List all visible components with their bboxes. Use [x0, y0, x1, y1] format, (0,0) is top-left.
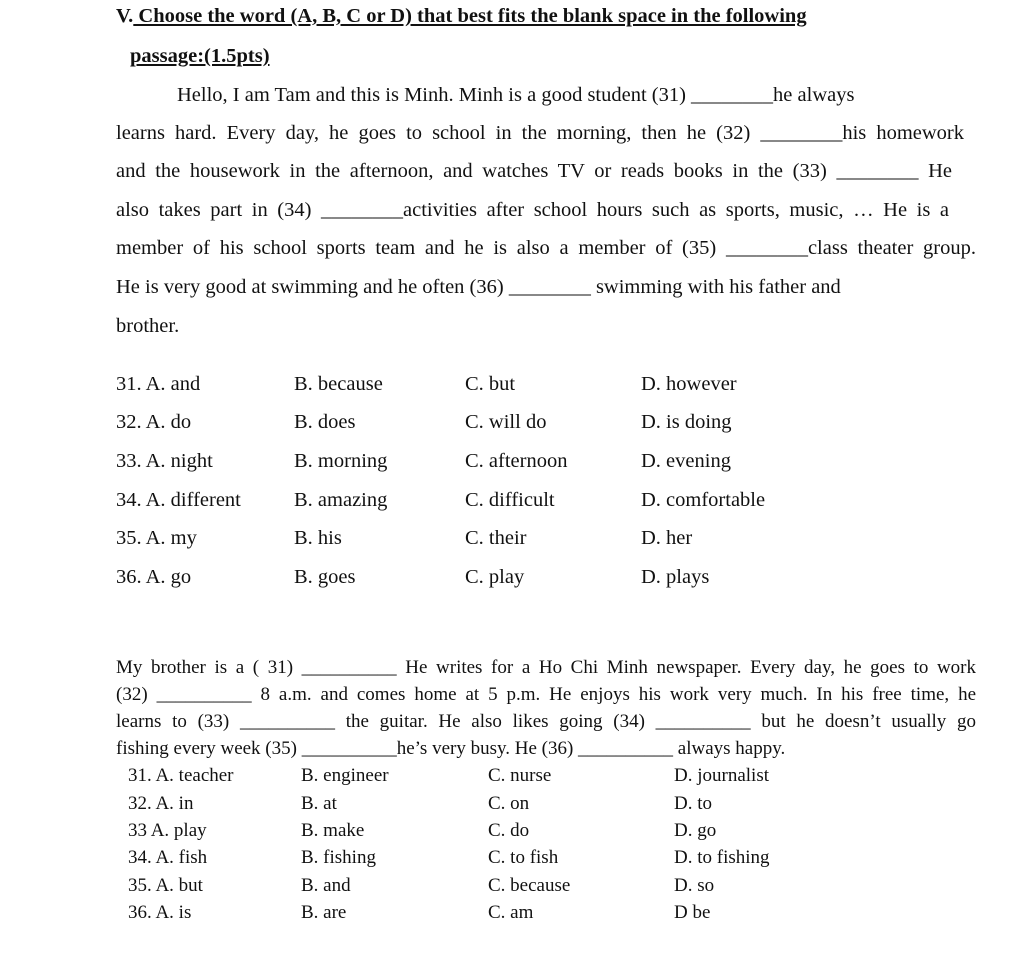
passage1-line: also takes part in (34) ________activities after school hours such as sports, music, … He is a [116, 199, 949, 221]
option-c: C. because [488, 875, 571, 896]
option-c: C. their [465, 527, 527, 549]
section-instruction-continued: passage:(1.5pts) [130, 45, 270, 67]
option-c: C. on [488, 793, 530, 814]
option-d: D. journalist [674, 765, 769, 786]
passage2-line: learns to (33) __________ the guitar. He also likes going (34) __________ but he doesn’t usually go [116, 711, 976, 732]
option-a: 34. A. fish [128, 847, 208, 868]
option-b: B. his [294, 527, 342, 549]
option-a: 31. A. and [116, 373, 201, 395]
option-a: 32. A. in [128, 793, 194, 814]
option-d: D. to [674, 793, 712, 814]
option-b: B. at [301, 793, 337, 814]
section-number: V. [116, 5, 134, 27]
option-d: D. comfortable [641, 489, 766, 511]
option-b: B. make [301, 820, 365, 841]
option-a: 36. A. go [116, 566, 192, 588]
option-d: D. evening [641, 450, 731, 472]
option-d: D. is doing [641, 411, 732, 433]
passage1-line: member of his school sports team and he is also a member of (35) ________class theater group. [116, 237, 976, 259]
option-a: 31. A. teacher [128, 765, 234, 786]
option-d: D be [674, 902, 711, 923]
option-a: 35. A. my [116, 527, 197, 549]
option-a: 32. A. do [116, 411, 192, 433]
option-c: C. will do [465, 411, 547, 433]
passage1-line: Hello, I am Tam and this is Minh. Minh is a good student (31) ________he always [177, 84, 855, 106]
option-c: C. to fish [488, 847, 559, 868]
section-instruction: Choose the word (A, B, C or D) that best fits the blank space in the following [133, 5, 807, 27]
option-a: 33 A. play [128, 820, 207, 841]
passage1-line: He is very good at swimming and he often (36) ________ swimming with his father and [116, 276, 841, 298]
option-b: B. because [294, 373, 383, 395]
option-d: D. however [641, 373, 737, 395]
option-c: C. difficult [465, 489, 555, 511]
option-c: C. nurse [488, 765, 552, 786]
option-c: C. afternoon [465, 450, 568, 472]
option-a: 33. A. night [116, 450, 213, 472]
option-c: C. am [488, 902, 534, 923]
option-b: B. engineer [301, 765, 389, 786]
section-heading [116, 5, 807, 28]
option-d: D. to fishing [674, 847, 770, 868]
option-b: B. are [301, 902, 347, 923]
option-b: B. and [301, 875, 351, 896]
option-b: B. goes [294, 566, 356, 588]
option-b: B. morning [294, 450, 388, 472]
option-b: B. does [294, 411, 356, 433]
option-c: C. but [465, 373, 516, 395]
passage1-line: and the housework in the afternoon, and watches TV or reads books in the (33) ________ He [116, 160, 952, 182]
passage2-line: fishing every week (35) __________he’s very busy. He (36) __________ always happy. [116, 738, 786, 759]
option-d: D. go [674, 820, 717, 841]
passage1-line: learns hard. Every day, he goes to school in the morning, then he (32) ________his homework [116, 122, 964, 144]
option-b: B. fishing [301, 847, 376, 868]
passage2-line: My brother is a ( 31) __________ He writes for a Ho Chi Minh newspaper. Every day, he goes to work [116, 657, 976, 678]
option-d: D. so [674, 875, 715, 896]
option-a: 34. A. different [116, 489, 241, 511]
passage1-line: brother. [116, 315, 180, 337]
option-b: B. amazing [294, 489, 388, 511]
option-d: D. plays [641, 566, 710, 588]
option-a: 35. A. but [128, 875, 203, 896]
option-a: 36. A. is [128, 902, 192, 923]
passage2-line: (32) __________ 8 a.m. and comes home at 5 p.m. He enjoys his work very much. In his free time, he [116, 684, 976, 705]
option-c: C. play [465, 566, 525, 588]
option-d: D. her [641, 527, 693, 549]
option-c: C. do [488, 820, 530, 841]
